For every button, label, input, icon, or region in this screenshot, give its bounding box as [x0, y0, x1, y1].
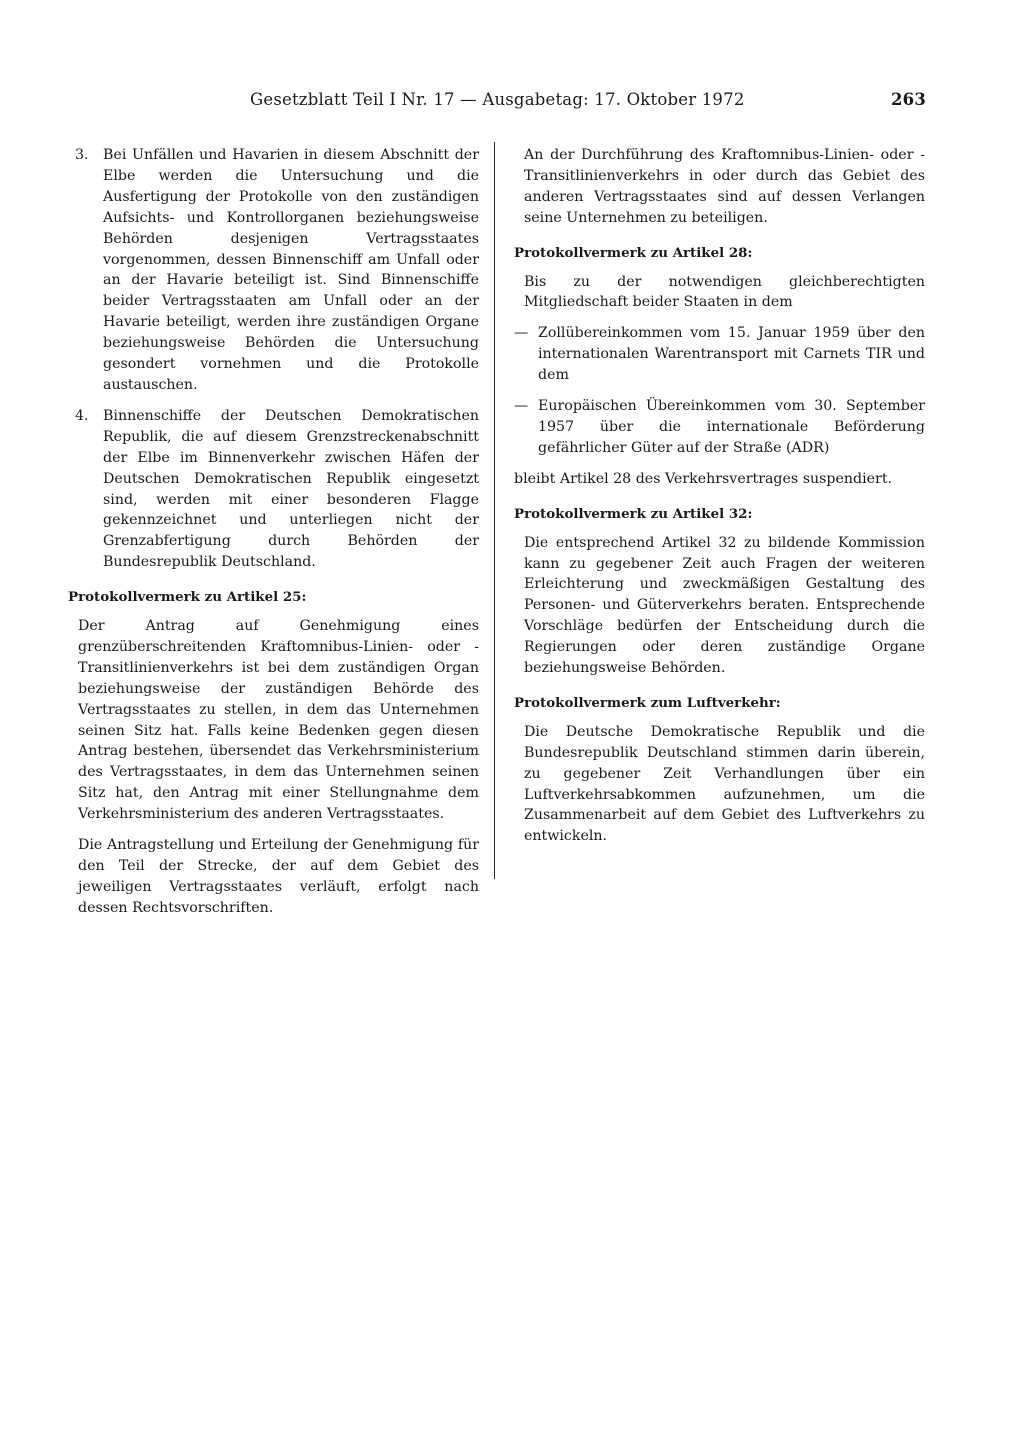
gazette-title: Gesetzblatt Teil I Nr. 17 — Ausgabetag: 17. Oktober 1972	[250, 90, 745, 109]
paragraph: Die Antragstellung und Erteilung der Genehmigung für den Teil der Strecke, der auf dem Gebiet des jeweiligen Vertragsstaates verläuft, erfolgt nach dessen Rechtsvorschriften.	[78, 837, 479, 916]
dash-mark: —	[514, 398, 529, 415]
paragraph: Bis zu der notwendigen gleichberechtigten Mitgliedschaft beider Staaten in dem	[524, 273, 925, 311]
section-heading-artikel-25: Protokollvermerk zu Artikel 25:	[68, 589, 307, 606]
right-column	[514, 145, 925, 857]
item-number: 4.	[75, 407, 89, 424]
column-divider	[494, 142, 495, 879]
paragraph: Der Antrag auf Genehmigung eines grenzüberschreitenden Kraftomnibus-Linien- oder -Transitlinienverkehrs ist bei dem zuständigen Organ beziehungsweise der zuständigen Behörde des Vertragsstaates zu stellen, in dem das Unternehmen seinen Sitz hat. Falls keine Bedenken gegen diesen Antrag bestehen, übersendet das Verkehrsministerium des Vertragsstaates, in dem das Unternehmen seinen Sitz hat, den Antrag mit einer Stellungnahme dem Verkehrsministerium des anderen Vertragsstaates.	[78, 618, 479, 823]
paragraph: bleibt Artikel 28 des Verkehrsvertrages suspendiert.	[514, 470, 893, 487]
section-heading-luftverkehr: Protokollvermerk zum Luftverkehr:	[514, 694, 781, 711]
paragraph: Die entsprechend Artikel 32 zu bildende Kommission kann zu gegebener Zeit auch Fragen der weiteren Erleichterung und zweckmäßigen Gestaltung des Personen- und Güterverkehrs beraten. Entsprechende Vorschläge bedürfen der Entscheidung durch die Regierungen oder deren zuständige Organe beziehungsweise Behörden.	[524, 534, 925, 677]
dash-item-text: Zollübereinkommen vom 15. Januar 1959 über den internationalen Warentransport mit Carnets TIR und dem	[538, 325, 925, 384]
item-text: Binnenschiffe der Deutschen Demokratischen Republik, die auf diesem Grenzstreckenabschnitt der Elbe im Binnenverkehr zwischen Häfen der Deutschen Demokratischen Republik eingesetzt sind, werden mit einer besonderen Flagge gekennzeichnet und unterliegen nicht der Grenzabfertigung durch Behörden der Bundesrepublik Deutschland.	[103, 407, 479, 571]
item-number: 3.	[75, 147, 89, 163]
list-item-4	[68, 406, 479, 573]
page-number: 263	[890, 90, 926, 109]
dash-list-item	[514, 323, 925, 386]
paragraph: An der Durchführung des Kraftomnibus-Linien- oder -Transitlinienverkehrs in oder durch das Gebiet des anderen Vertragsstaates sind auf dessen Verlangen seine Unternehmen zu beteiligen.	[524, 147, 925, 226]
dash-mark: —	[514, 325, 529, 342]
left-column	[68, 145, 479, 929]
list-item-3	[68, 145, 479, 396]
section-heading-artikel-32: Protokollvermerk zu Artikel 32:	[514, 505, 753, 522]
paragraph: Die Deutsche Demokratische Republik und die Bundesrepublik Deutschland stimmen darin überein, zu gegebener Zeit Verhandlungen über ein Luftverkehrsabkommen aufzunehmen, um die Zusammenarbeit auf dem Gebiet des Luftverkehrs zu entwickeln.	[524, 723, 925, 845]
dash-item-text: Europäischen Übereinkommen vom 30. September 1957 über die internationale Beförderung gefährlicher Güter auf der Straße (ADR)	[538, 398, 925, 456]
section-heading-artikel-28: Protokollvermerk zu Artikel 28:	[514, 244, 753, 261]
dash-list-item	[514, 396, 925, 459]
item-text: Bei Unfällen und Havarien in diesem Abschnitt der Elbe werden die Untersuchung und die Ausfertigung der Protokolle von den zuständigen Aufsichts- und Kontrollorganen beziehungsweise Behörden desjenigen Vertragsstaates vorgenommen, dessen Binnenschiff am Unfall oder an der Havarie beteiligt ist. Sind Binnenschiffe beider Vertragsstaaten am Unfall oder an der Havarie beteiligt, werden ihre zuständigen Organe beziehungsweise Behörden die Untersuchung gesondert vornehmen und die Protokolle austauschen.	[103, 147, 479, 393]
